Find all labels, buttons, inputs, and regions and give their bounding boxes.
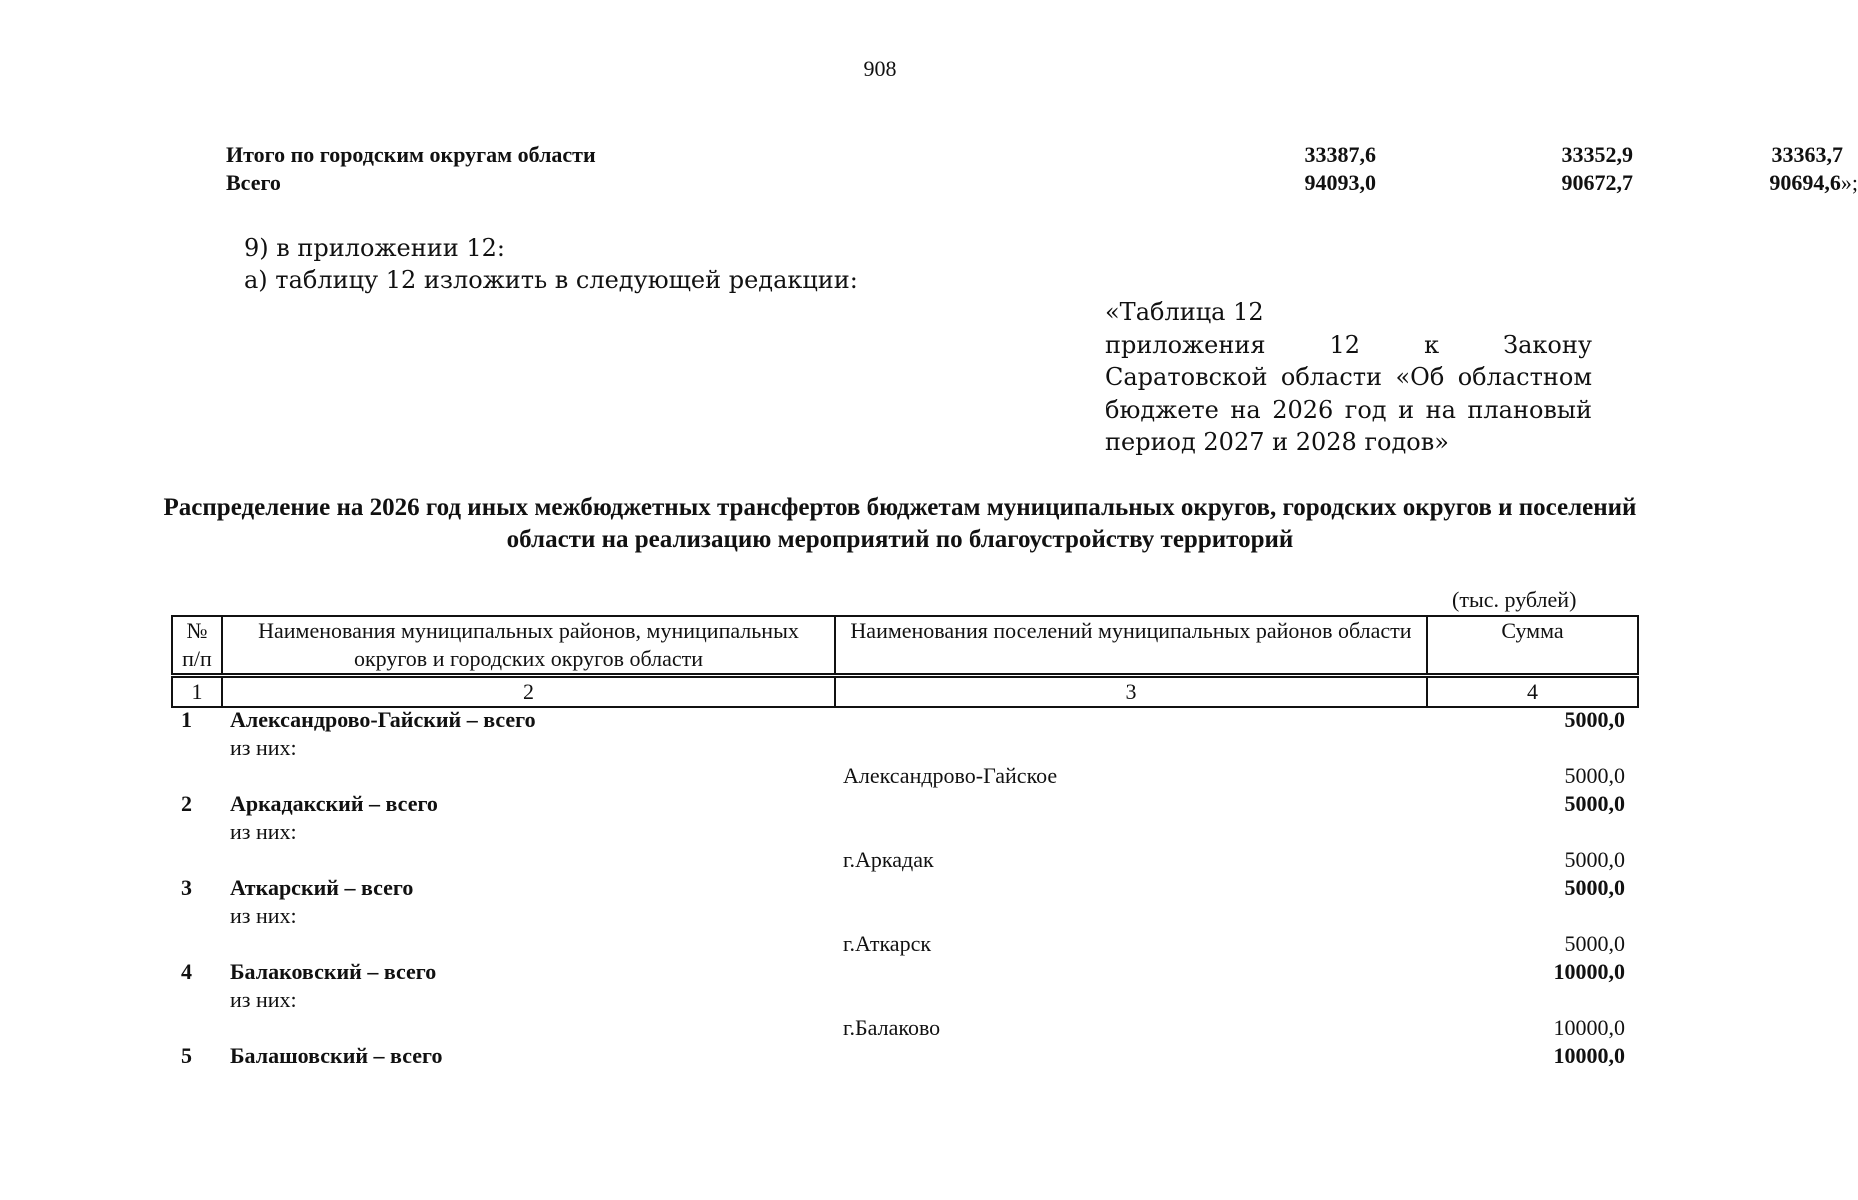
- district-total: 5000,0: [1564, 707, 1625, 732]
- settlement-name: г.Аткарск: [843, 931, 932, 956]
- intro-line: а) таблицу 12 изложить в следующей редакции:: [244, 266, 858, 294]
- settlement-amount: 10000,0: [1553, 1015, 1625, 1040]
- row-number: 2: [181, 791, 192, 816]
- sub-label: из них:: [230, 903, 297, 928]
- col-header-amount: Сумма: [1427, 616, 1638, 674]
- table-row: [171, 706, 1637, 734]
- district-name: Балаковский – всего: [230, 959, 437, 984]
- totals-value: 90672,7: [1561, 170, 1633, 195]
- table-row: [171, 902, 1637, 930]
- district-name: Александрово-Гайский – всего: [230, 707, 536, 732]
- table-column-numbers: [171, 676, 1639, 708]
- col-number: 3: [835, 677, 1427, 707]
- totals-row-all: [226, 170, 1858, 198]
- district-total: 10000,0: [1553, 959, 1625, 984]
- sub-label: из них:: [230, 735, 297, 760]
- settlement-name: г.Балаково: [843, 1015, 941, 1040]
- intro-line: 9) в приложении 12:: [244, 234, 505, 262]
- table-header: [171, 615, 1639, 675]
- district-total: 5000,0: [1564, 875, 1625, 900]
- row-number: 1: [181, 707, 192, 732]
- table-row: [171, 790, 1637, 818]
- page-number: 908: [863, 56, 897, 81]
- totals-block: [226, 142, 1858, 198]
- totals-label: Всего: [226, 170, 281, 195]
- intro-text: [244, 232, 858, 296]
- totals-value: 33363,7: [1771, 142, 1843, 167]
- table-row: [171, 958, 1637, 986]
- unit-label: (тыс. рублей): [1452, 587, 1577, 612]
- table-row: [171, 846, 1637, 874]
- col-header-number: № п/п: [172, 616, 222, 674]
- table-row: [171, 930, 1637, 958]
- district-total: 10000,0: [1553, 1043, 1625, 1068]
- row-number: 3: [181, 875, 192, 900]
- settlement-amount: 5000,0: [1564, 763, 1625, 788]
- settlement-amount: 5000,0: [1564, 847, 1625, 872]
- settlement-amount: 5000,0: [1564, 931, 1625, 956]
- table-body: [171, 706, 1637, 1070]
- settlement-name: г.Аркадак: [843, 847, 934, 872]
- totals-value-text: 90694,6: [1769, 170, 1841, 195]
- sub-label: из них:: [230, 819, 297, 844]
- totals-label: Итого по городским округам области: [226, 142, 596, 167]
- col-header-settlement: Наименования поселений муниципальных районов области: [835, 616, 1427, 674]
- district-name: Аркадакский – всего: [230, 791, 438, 816]
- table-row: [171, 762, 1637, 790]
- totals-row-city: [226, 142, 1843, 170]
- settlement-name: Александрово-Гайское: [843, 763, 1058, 788]
- table-row: [171, 986, 1637, 1014]
- totals-value: [1633, 170, 1858, 196]
- totals-value: 94093,0: [1304, 170, 1376, 195]
- table-row: [171, 734, 1637, 762]
- col-header-district: Наименования муниципальных районов, муниципальных округов и городских округов области: [222, 616, 835, 674]
- district-name: Балашовский – всего: [230, 1043, 443, 1068]
- totals-value: 33387,6: [1304, 142, 1376, 167]
- row-number: 5: [181, 1043, 192, 1068]
- quote-suffix: »;: [1840, 170, 1858, 195]
- col-number: 2: [222, 677, 835, 707]
- totals-value: 33352,9: [1561, 142, 1633, 167]
- appendix-heading: «Таблица 12: [1105, 298, 1264, 326]
- table-title: Распределение на 2026 год иных межбюджетных трансфертов бюджетам муниципальных округов, городских округов и поселений области на реализацию мероприятий по благоустройству территорий: [163, 494, 1637, 553]
- table-row: [171, 874, 1637, 902]
- district-name: Аткарский – всего: [230, 875, 414, 900]
- table-row: [171, 1014, 1637, 1042]
- table-row: [171, 818, 1637, 846]
- col-number: 4: [1427, 677, 1638, 707]
- appendix-body: приложения 12 к Закону Саратовской области «Об областном бюджете на 2026 год и на плановый период 2027 и 2028 годов»: [1105, 330, 1592, 456]
- col-number: 1: [172, 677, 222, 707]
- appendix-note: [1105, 296, 1592, 459]
- row-number: 4: [181, 959, 192, 984]
- sub-label: из них:: [230, 987, 297, 1012]
- district-total: 5000,0: [1564, 791, 1625, 816]
- table-row: [171, 1042, 1637, 1070]
